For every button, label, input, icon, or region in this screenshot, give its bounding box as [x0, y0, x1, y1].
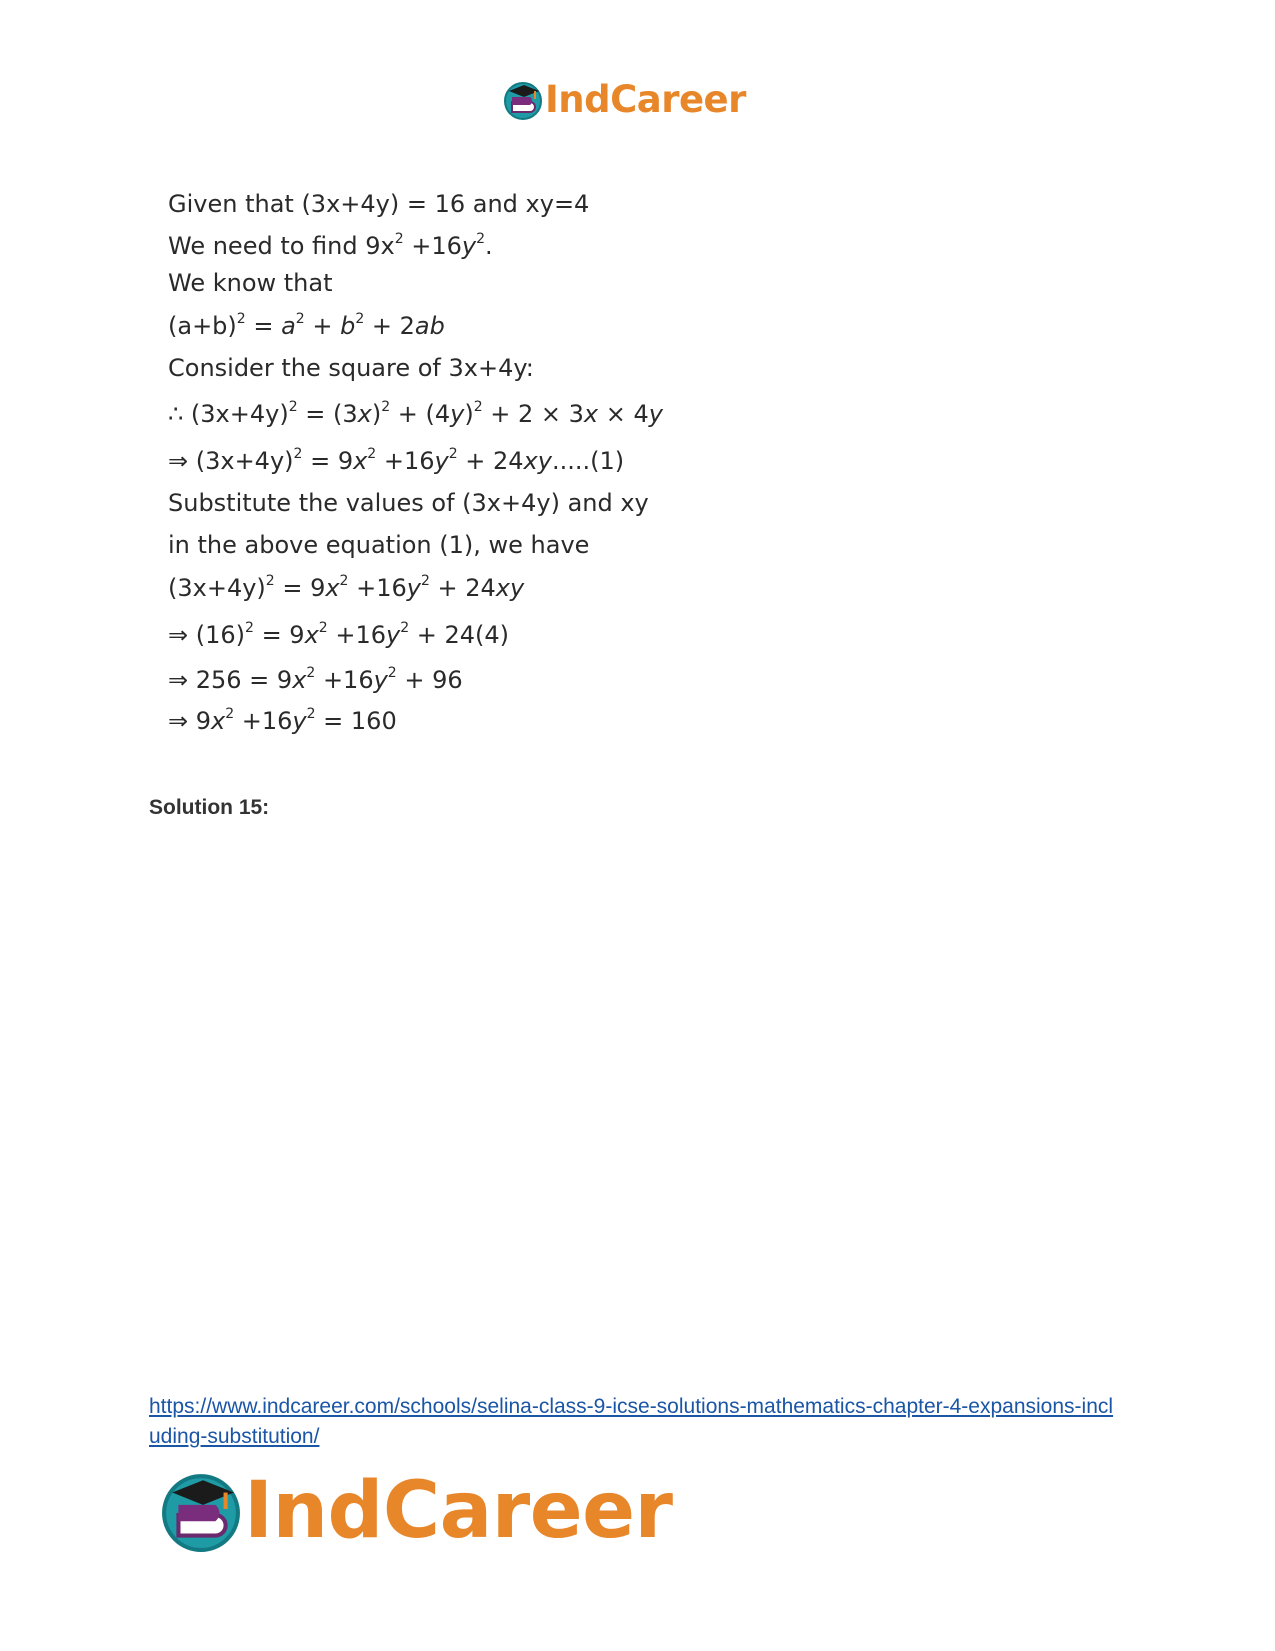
math-line: We know that [168, 269, 333, 297]
footer-link[interactable]: https://www.indcareer.com/schools/selina-class-9-icse-solutions-mathematics-chapter-4-expansions-including-substitution/ [149, 1395, 1114, 1448]
math-line: ⇒ $256 = 9x^2 +16y^2 + 96$ [168, 665, 463, 694]
math-line: in the above equation (1), we have [168, 531, 590, 559]
math-line: ∴ $(3x+4y)^2 = (3x)^2 + (4y)^2 + 2 \times 3x \times 4y$ [168, 399, 663, 428]
graduation-cap-icon [503, 80, 543, 120]
math-line: $(a+b)^2 = a^2 + b^2 + 2ab$ [168, 311, 445, 340]
solution-heading: Solution 15: [149, 796, 270, 819]
math-line: Consider the square of 3x+4y: [168, 354, 534, 382]
math-line: ⇒ $(16)^2 = 9x^2 +16y^2 + 24(4)$ [168, 620, 510, 649]
logo-text: IndCareer [244, 1466, 673, 1556]
footer-logo [160, 1466, 673, 1556]
logo-text: IndCareer [545, 78, 746, 121]
math-line: $(3x+4y)^2 = 9x^2 +16y^2 + 24xy$ [168, 573, 525, 602]
math-line: Given that (3x+4y) = 16 and xy=4 [168, 190, 590, 218]
math-line: ⇒ $9x^2 +16y^2 = 160$ [168, 706, 397, 735]
header-logo [503, 78, 746, 121]
math-line: Substitute the values of (3x+4y) and xy [168, 489, 649, 517]
math-line: We need to find $9x^2 +16y^2$. [168, 231, 493, 260]
math-line: ⇒ $(3x+4y)^2 = 9x^2 +16y^2 + 24xy.....(1)$ [168, 446, 625, 475]
graduation-cap-icon [160, 1470, 242, 1552]
